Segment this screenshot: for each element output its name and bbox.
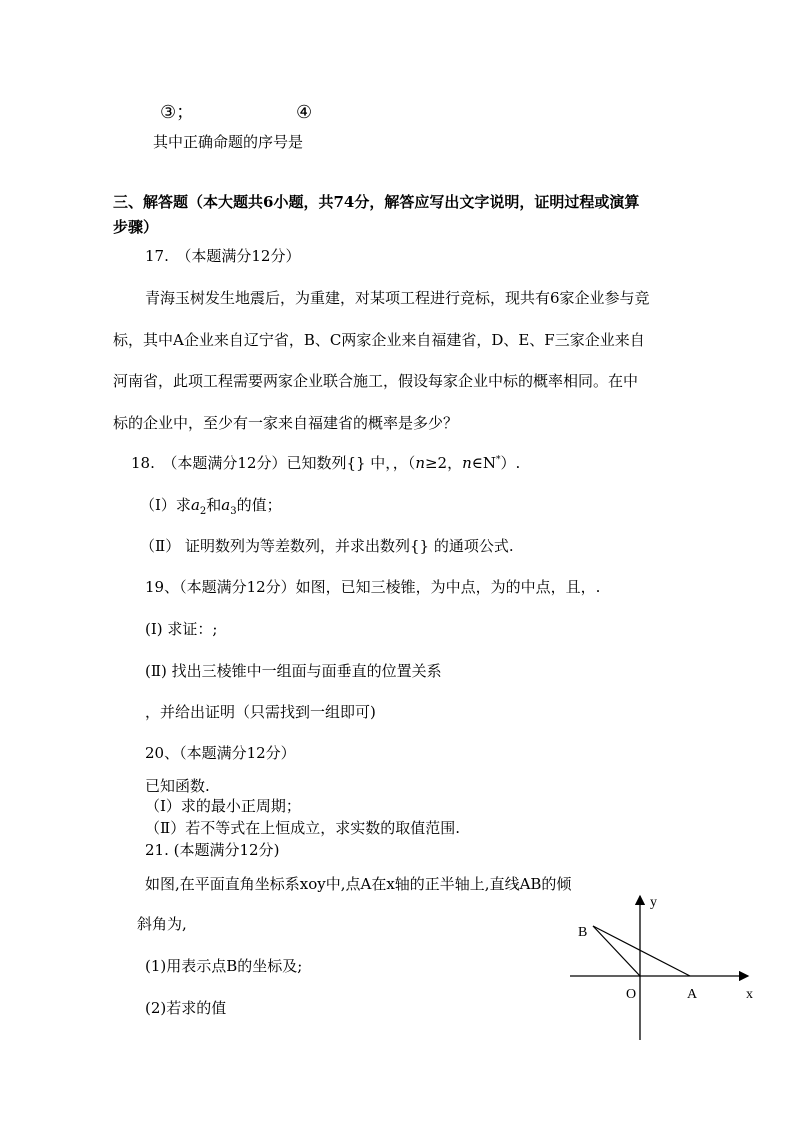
q18-part2: （Ⅱ） 证明数列为等差数列，并求出数列{} 的通项公式.: [140, 537, 514, 555]
q20-intro: 已知函数.: [145, 777, 210, 795]
q18-var-n: n: [415, 454, 425, 472]
q17-line2: 标，其中A企业来自辽宁省，B、C两家企业来自福建省，D、E、F三家企业来自: [113, 331, 645, 349]
section-title-cont: 步骤）: [113, 218, 159, 236]
label-a: A: [687, 987, 698, 1002]
q21-part2: (2)若求的值: [145, 999, 227, 1017]
coordinate-figure: [560, 890, 760, 1045]
line-ob: [593, 926, 640, 976]
q17-line3: 河南省，此项工程需要两家企业联合施工，假设每家企业中标的概率相同。在中: [113, 372, 639, 390]
q21-line2: 斜角为,: [137, 915, 187, 933]
q19-part2: (Ⅱ) 找出三棱锥中一组面与面垂直的位置关系: [145, 662, 442, 680]
q21-line1: 如图,在平面直角坐标系xoy中,点A在x轴的正半轴上,直线AB的倾: [145, 875, 572, 893]
q18-p1-pre: （Ⅰ）求: [140, 496, 191, 514]
q18-head-text: 18. （本题满分12分）已知数列{} 中，，（: [131, 454, 416, 472]
section-title: 三、解答题（本大题共6小题，共74分，解答应写出文字说明，证明过程或演算: [113, 193, 640, 211]
label-x: x: [746, 987, 753, 1002]
q21-head: 21. (本题满分12分): [145, 841, 280, 859]
q18-p1-and: 和: [206, 496, 222, 514]
q18-cond-ge2: ≥2，: [424, 454, 463, 472]
q17-line4: 标的企业中，至少有一家来自福建省的概率是多少？: [113, 414, 459, 432]
q18-p1-post: 的值；: [236, 496, 282, 514]
q18-cond-end: ）.: [500, 454, 521, 472]
q18-cond-sup: *: [496, 455, 501, 465]
label-o: O: [626, 987, 637, 1002]
option-4: ④: [296, 102, 313, 123]
line-ab: [593, 926, 690, 976]
q17-head: 17. （本题满分12分）: [145, 247, 301, 265]
option-3: ③；: [160, 102, 195, 123]
q21-part1: (1)用表示点B的坐标及;: [145, 957, 303, 975]
q18-part1: [140, 498, 282, 517]
q18-var-n2: n: [462, 454, 472, 472]
q18-cond-in: ∈N: [471, 454, 497, 472]
prev-question-text: 其中正确命题的序号是: [153, 133, 304, 151]
q20-part1: （Ⅰ）求的最小正周期；: [145, 797, 301, 815]
q18-p1-sub2: 2: [199, 506, 207, 517]
q18-p1-a3: a: [221, 496, 231, 514]
q19-part1: (Ⅰ) 求证：;: [145, 620, 218, 638]
q18-p1-sub3: 3: [230, 506, 237, 517]
label-b: B: [578, 925, 588, 940]
q20-head: 20、（本题满分12分）: [145, 744, 296, 762]
label-y: y: [650, 895, 657, 910]
q20-part2: （Ⅱ）若不等式在上恒成立，求实数的取值范围.: [145, 819, 460, 837]
q18-p1-a2: a: [190, 496, 200, 514]
q19-part2-cont: ，并给出证明（只需找到一组即可): [145, 703, 376, 721]
q19-head: 19、（本题满分12分）如图，已知三棱锥，为中点，为的中点，且，.: [145, 578, 601, 596]
q17-line1: 青海玉树发生地震后，为重建，对某项工程进行竞标，现共有6家企业参与竞: [145, 289, 650, 307]
q18-head: [131, 456, 520, 471]
